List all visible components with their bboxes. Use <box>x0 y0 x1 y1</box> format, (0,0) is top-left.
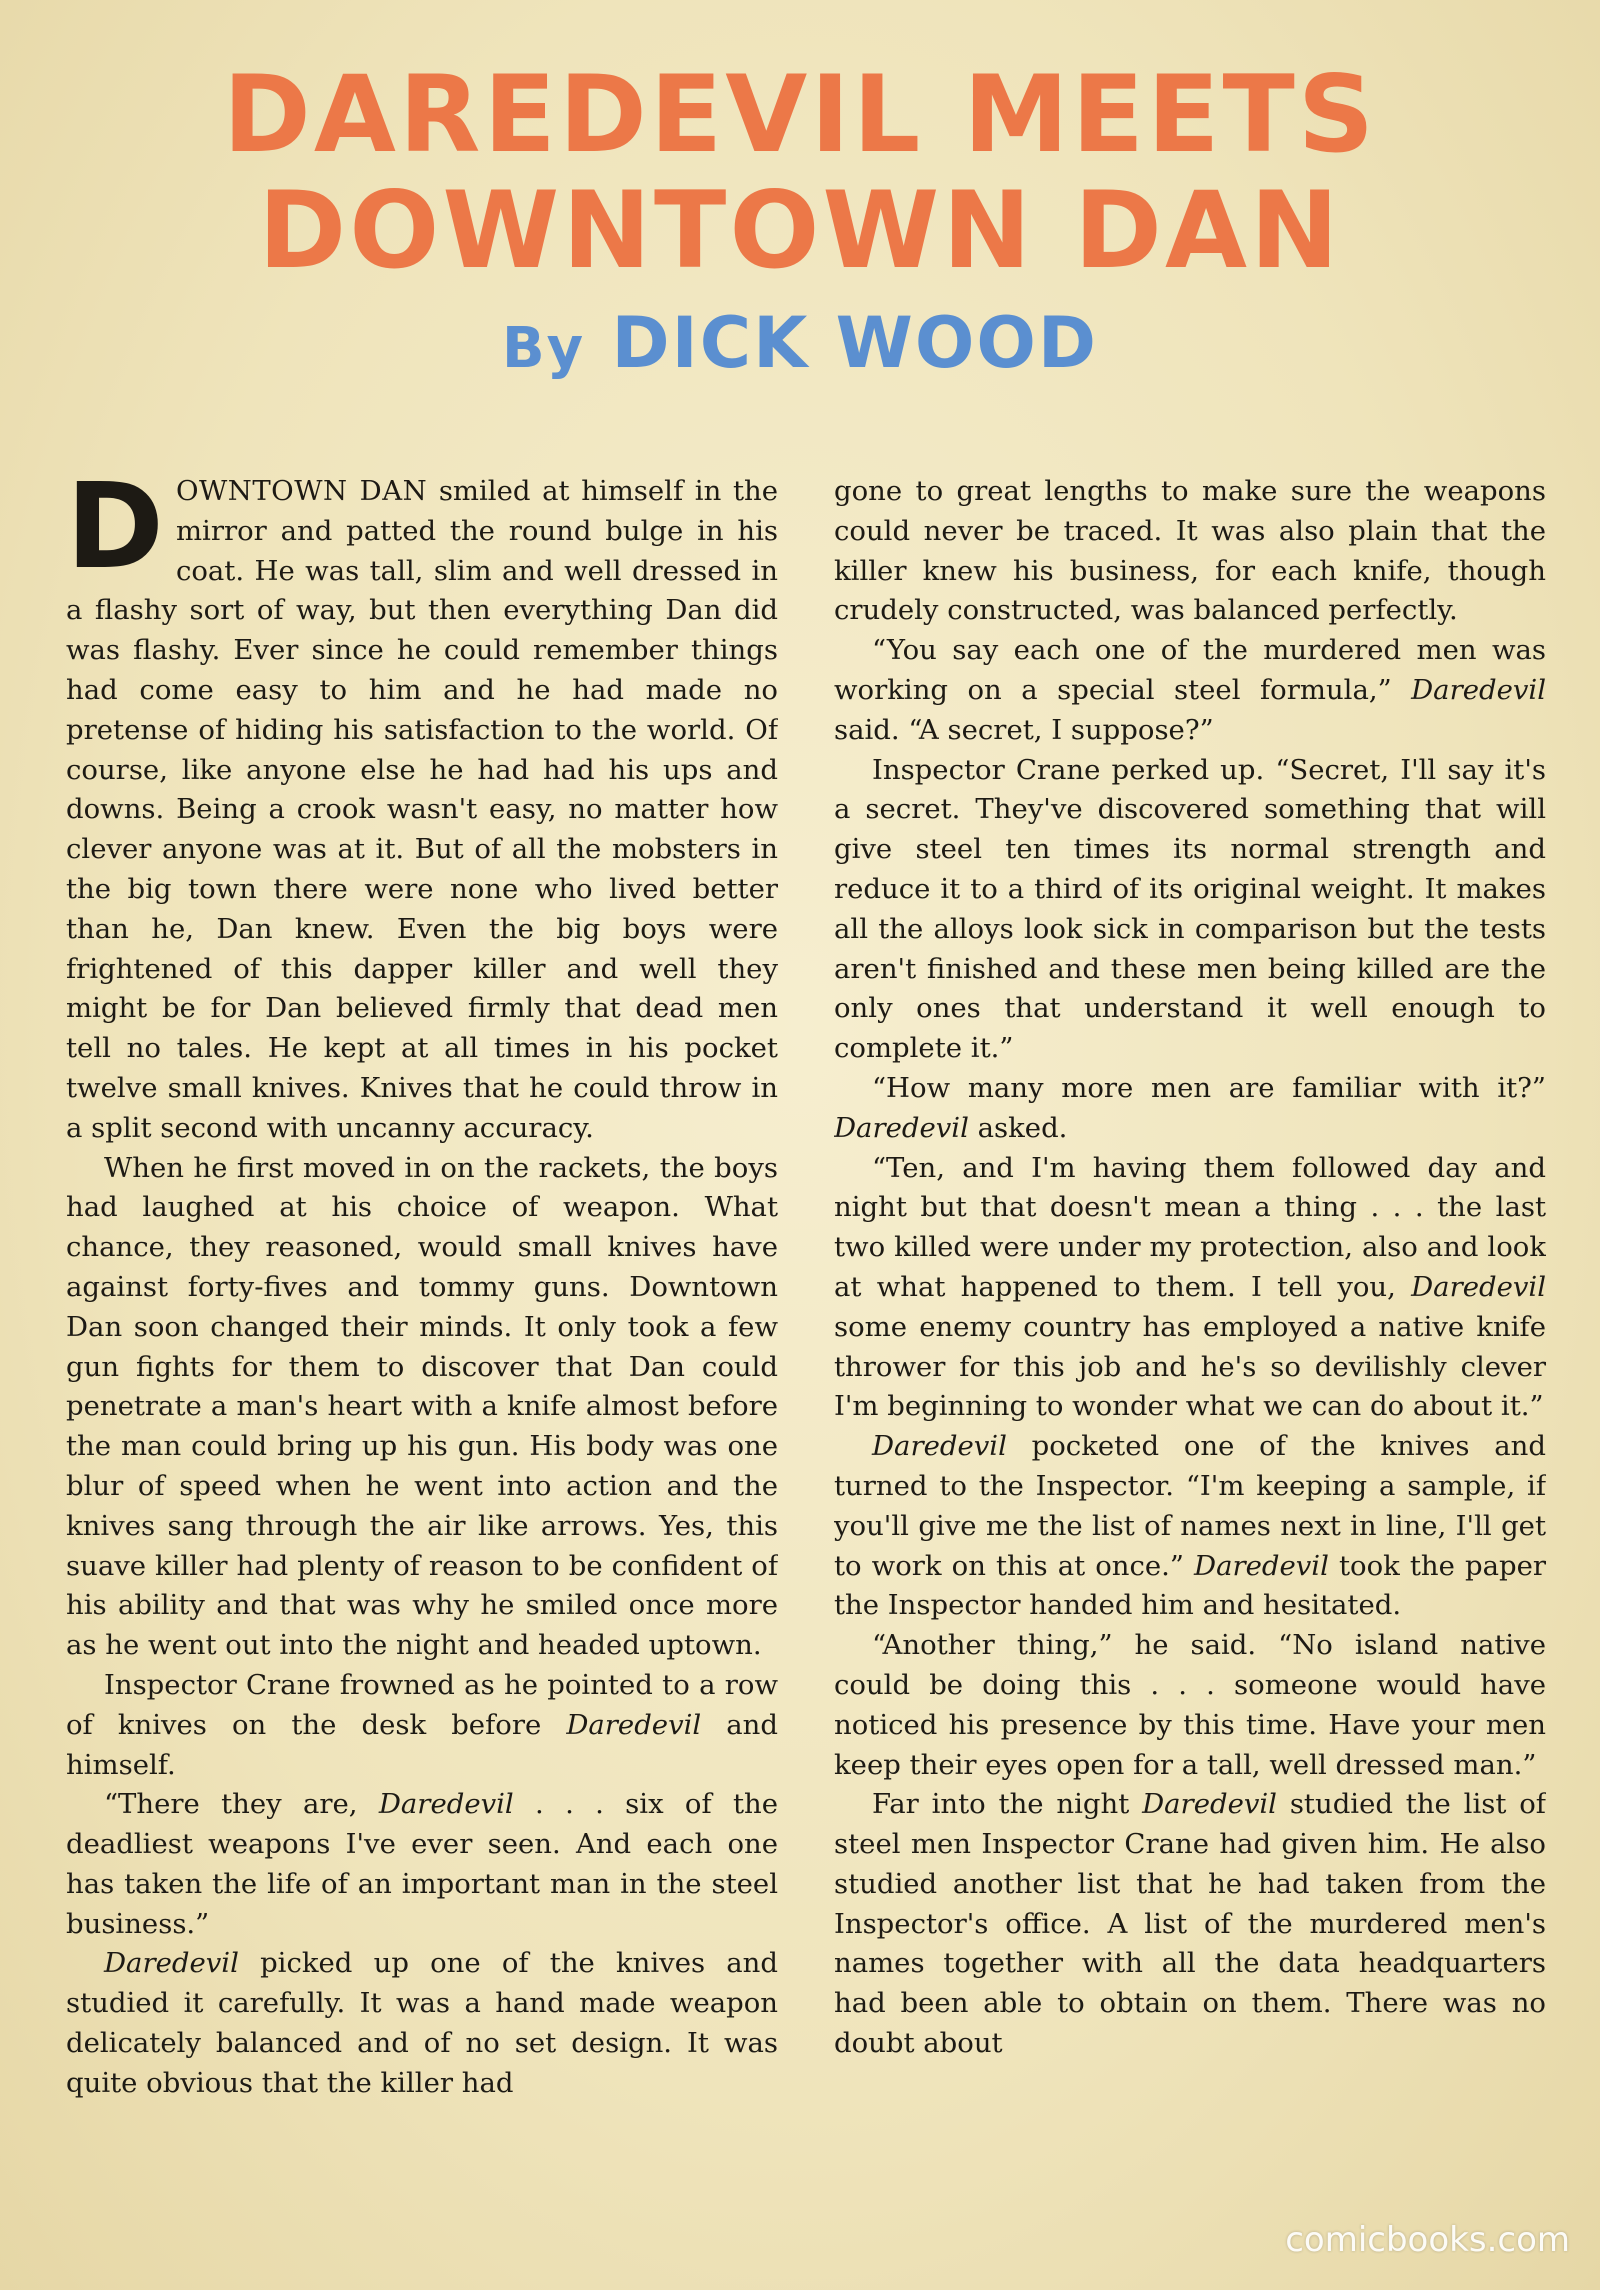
paragraph <box>834 631 1546 750</box>
author-byline <box>0 302 1600 384</box>
character-name: Daredevil <box>872 1430 1007 1463</box>
paragraph-text: “How many more men are familiar with it?” <box>872 1071 1546 1104</box>
story-title-line-1: DAREDEVIL MEETS <box>222 53 1378 176</box>
paragraph-text: and himself. <box>66 1708 778 1781</box>
paragraph <box>834 1785 1546 2064</box>
paragraph-text: . . . six of the deadliest weapons I've ever seen. And each one has taken the life of an important man in the steel business.” <box>66 1788 778 1940</box>
paragraph <box>834 1427 1546 1626</box>
byline-by: By <box>501 316 586 381</box>
drop-cap: D <box>66 472 164 595</box>
paragraph <box>834 472 1546 631</box>
paragraph-text: asked. <box>968 1111 1068 1144</box>
paragraph-text: gone to great lengths to make sure the weapons could never be traced. It was also plain that the killer knew his business, for each knife, though crudely constructed, was balanced perfectly. <box>834 475 1546 627</box>
byline-author: DICK WOOD <box>611 302 1099 384</box>
paragraph-text: When he first moved in on the rackets, the boys had laughed at his choice of weapon. What chance, they reasoned, would small knives have against forty-fives and tommy guns. Downtown Dan soon changed their minds. It only took a few gun fights for them to discover that Dan could penetrate a man's heart with a knife almost before the man could bring up his gun. His body was one blur of speed when he went into action and the knives sang through the air like arrows. Yes, this suave killer had plenty of reason to be confident of his ability and that was why he smiled once more as he went out into the night and headed uptown. <box>66 1151 778 1662</box>
character-name: Daredevil <box>1194 1549 1329 1582</box>
paragraph <box>66 1785 778 1944</box>
paragraph-text: said. “A secret, I suppose?” <box>834 713 1214 746</box>
character-name: Daredevil <box>1142 1788 1277 1821</box>
paragraph-text: took the paper the Inspector handed him and hesitated. <box>834 1549 1546 1622</box>
character-name: Daredevil <box>104 1947 239 1980</box>
site-watermark: comicbooks.com <box>1285 2220 1570 2260</box>
paragraph-text: pocketed one of the knives and turned to the Inspector. “I'm keeping a sample, if you'll give me the list of names next in line, I'll get to work on this at once.” <box>834 1430 1546 1582</box>
paragraph-text: some enemy country has employed a native knife thrower for this job and he's so devilishly clever I'm beginning to wonder what we can do about it.” <box>834 1310 1546 1423</box>
character-name: Daredevil <box>1411 673 1546 706</box>
paragraph-text: Inspector Crane perked up. “Secret, I'll say it's a secret. They've discovered something that will give steel ten times its normal strength and reduce it to a third of its original weight. It makes all the alloys look sick in comparison but the tests aren't finished and these men being killed are the only ones that understand it well enough to complete it.” <box>834 753 1546 1065</box>
paragraph <box>66 1149 778 1666</box>
character-name: Daredevil <box>378 1788 514 1821</box>
paragraph-text: Far into the night <box>872 1788 1143 1821</box>
paragraph-text: smiled at himself in the mirror and patted the round bulge in his coat. He was tall, slim and well dressed in a flashy sort of way, but then everything Dan did was flashy. Ever since he could remember things had come easy to him and he had made no pretense of hiding his satisfaction to the world. Of course, like anyone else he had had his ups and downs. Being a crook wasn't easy, no matter how clever anyone was at it. But of all the mobsters in the big town there were none who lived better than he, Dan knew. Even the big boys were frightened of this dapper killer and well they might be for Dan believed firmly that dead men tell no tales. He kept at all times in his pocket twelve small knives. Knives that he could throw in a split second with uncanny accuracy. <box>66 475 778 1144</box>
paragraph-text: Inspector Crane frowned as he pointed to a row of knives on the desk before <box>66 1668 778 1741</box>
text-column-left <box>66 472 778 2212</box>
paragraph <box>834 1626 1546 1785</box>
paragraph <box>834 751 1546 1069</box>
paragraph <box>834 1069 1546 1149</box>
paragraph-text: “There they are, <box>104 1788 379 1821</box>
character-name: Daredevil <box>566 1708 702 1741</box>
text-column-right <box>834 472 1546 2212</box>
character-name: Daredevil <box>1411 1270 1546 1303</box>
character-name: Daredevil <box>834 1111 969 1144</box>
paragraph-text: “Another thing,” he said. “No island native could be doing this . . . someone would have noticed his presence by this time. Have your men keep their eyes open for a tall, well dressed man.” <box>834 1629 1546 1781</box>
paragraph <box>66 472 778 1149</box>
paragraph-text: “Ten, and I'm having them followed day and night but that doesn't mean a thing . . . the last two killed were under my protection, also and look at what happened to them. I tell you, <box>834 1151 1546 1303</box>
paragraph-text: “You say each one of the murdered men was working on a special steel formula,” <box>834 634 1546 706</box>
paragraph-text: studied the list of steel men Inspector Crane had given him. He also studied another list that he had taken from the Inspector's office. A list of the murdered men's names together with all the data headquarters had been able to obtain on them. There was no doubt about <box>834 1788 1546 2060</box>
paragraph <box>834 1149 1546 1428</box>
paragraph <box>66 1944 778 2103</box>
lead-in-caps: OWNTOWN DAN <box>175 475 428 507</box>
paragraph <box>66 1666 778 1785</box>
paragraph-text: picked up one of the knives and studied it carefully. It was a hand made weapon delicately balanced and of no set design. It was quite obvious that the killer had <box>66 1947 778 2099</box>
story-title-line-2: DOWNTOWN DAN <box>258 169 1342 292</box>
